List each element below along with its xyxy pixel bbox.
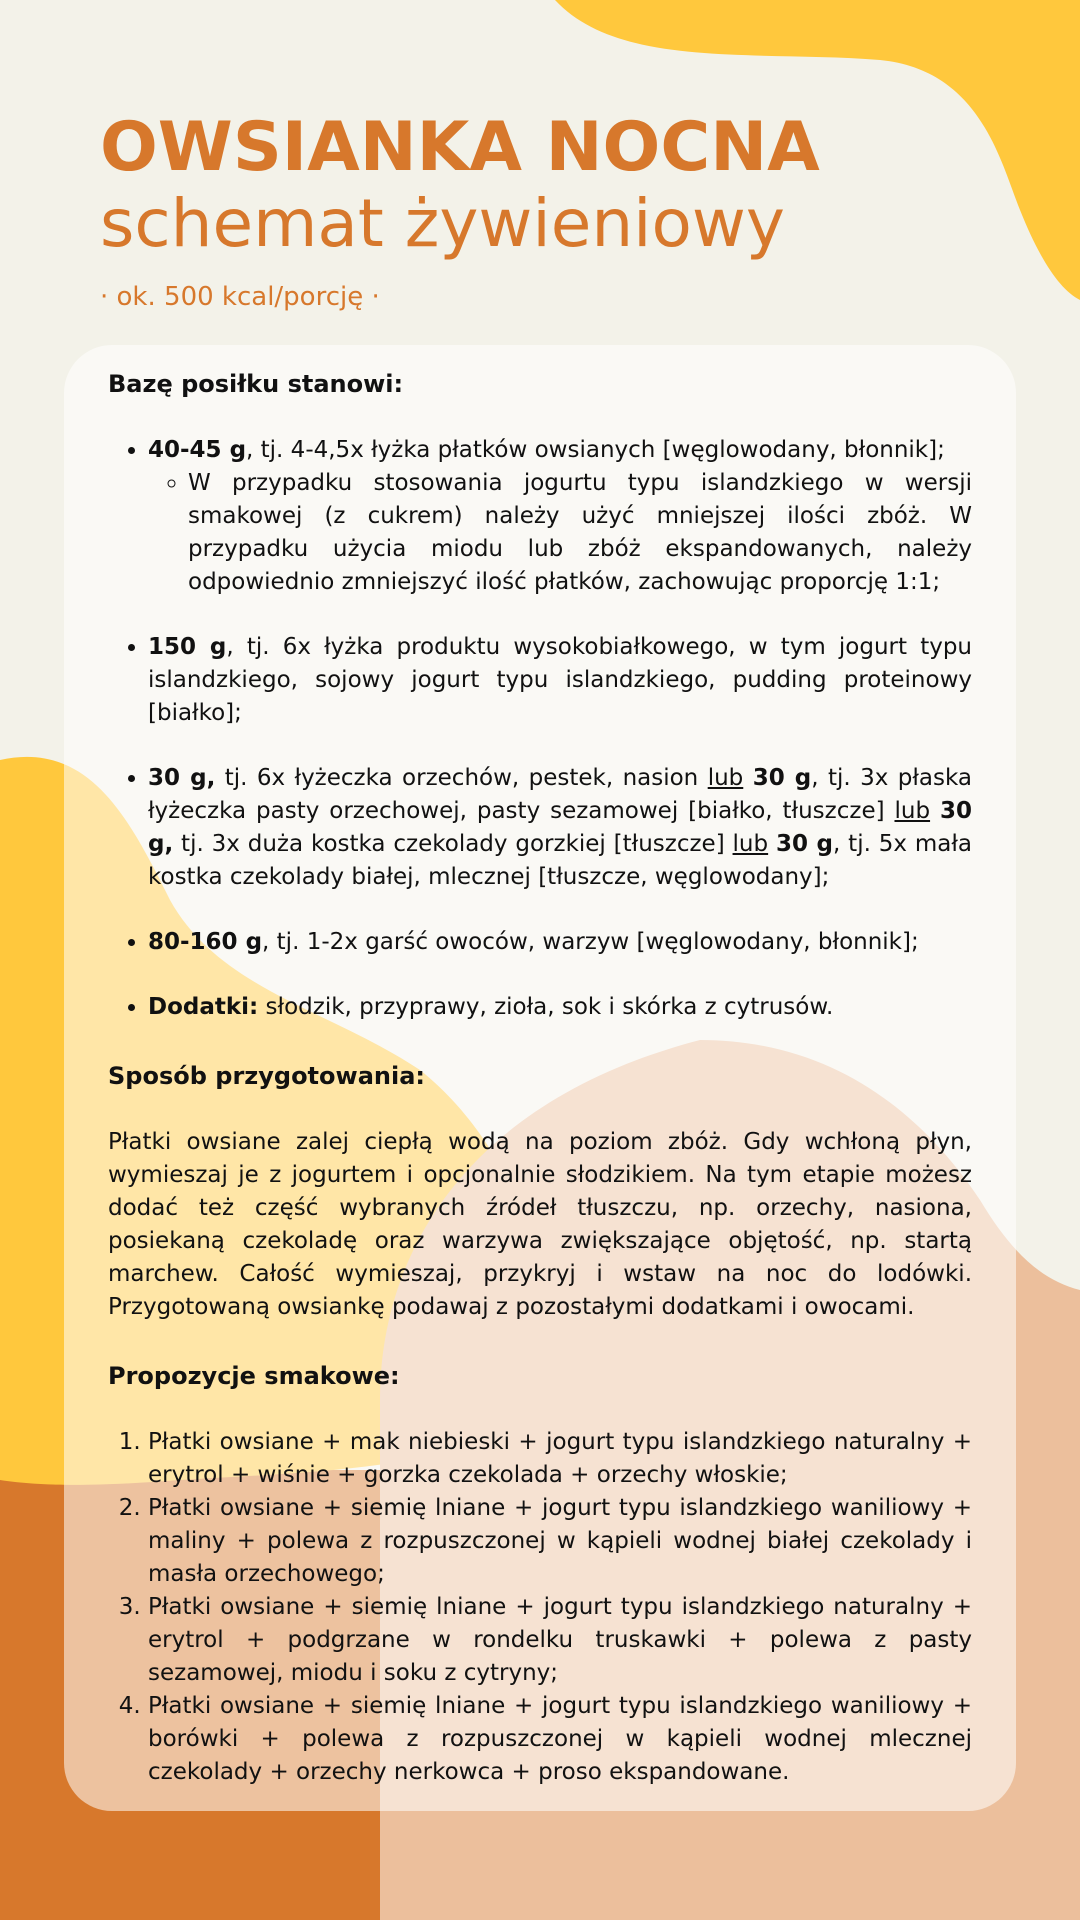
or-word: lub [894, 798, 931, 824]
flavor-item: 3. Płatki owsiane + siemię lniane + jogurt typu islandzkiego naturalny + erytrol + podgrzane w rondelku truskawki + polewa z pasty sezamowej, miodu i soku z cytryny; [148, 1591, 972, 1690]
item-text: tj. 6x łyżeczka orzechów, pestek, nasion [215, 765, 708, 791]
sub-list-item: ◦ W przypadku stosowania jogurtu typu islandzkiego w wersji smakowej (z cukrem) należy użyć mniejszej ilości zbóż. W przypadku użycia miodu lub zbóż ekspandowanych, należy odpowiednio zmniejszyć ilość płatków, zachowując proporcję 1:1; [188, 467, 972, 599]
page-title: OWSIANKA NOCNA [100, 108, 820, 187]
recipe-content [108, 362, 972, 1789]
item-text: , tj. 6x łyżka produktu wysokobiałkowego, w tym jogurt typu islandzkiego, sojowy jogurt typu islandzkiego, pudding proteinowy [białko]; [148, 634, 973, 726]
sub-list [148, 467, 972, 599]
method-text: Płatki owsiane zalej ciepłą wodą na poziom zbóż. Gdy wchłoną płyn, wymieszaj je z jogurtem i opcjonalnie słodzikiem. Na tym etapie możesz dodać też część wybranych źródeł tłuszczu, np. orzechy, nasiona, posiekaną czekoladę oraz warzywa zwiększające objętość, np. startą marchew. Całość wymieszaj, przykryj i wstaw na noc do lodówki. Przygotowaną owsiankę podawaj z pozostałymi dodatkami i owocami. [108, 1129, 972, 1320]
additions-label: Dodatki: [148, 994, 259, 1020]
amount: 30 g [752, 765, 812, 791]
amount: 40-45 g [148, 437, 247, 463]
calorie-note: · ok. 500 kcal/porcję · [100, 282, 380, 312]
or-word: lub [707, 765, 744, 791]
page-subtitle: schemat żywieniowy [100, 185, 785, 262]
list-item [148, 991, 972, 1024]
header [100, 108, 820, 312]
flavor-item: 1. Płatki owsiane + mak niebieski + jogurt typu islandzkiego naturalny + erytrol + wiśnie + gorzka czekolada + orzechy włoskie; [148, 1426, 972, 1492]
amount: 30 g, [148, 765, 216, 791]
item-text: , tj. 3x płaska łyżeczka pasty orzechowej, pasty sezamowej [białko, tłuszcze] [148, 765, 973, 824]
or-word: lub [732, 831, 769, 857]
flavor-item: 4. Płatki owsiane + siemię lniane + jogurt typu islandzkiego waniliowy + borówki + polewa z rozpuszczonej w kąpieli wodnej mlecznej czekolady + orzechy nerkowca + proso ekspandowane. [148, 1690, 972, 1789]
item-text: słodzik, przyprawy, zioła, sok i skórka z cytrusów. [258, 994, 834, 1020]
list-item [148, 631, 972, 730]
amount: 30 g, [148, 798, 972, 857]
item-text: tj. 3x duża kostka czekolady gorzkiej [tłuszcze] [173, 831, 733, 857]
base-list [108, 434, 972, 1024]
list-item [148, 434, 972, 599]
base-heading: Bazę posiłku stanowi: [108, 370, 404, 398]
item-text: , tj. 4-4,5x łyżka płatków owsianych [węglowodany, błonnik]; [246, 437, 945, 463]
flavor-item: 2. Płatki owsiane + siemię lniane + jogurt typu islandzkiego waniliowy + maliny + polewa z rozpuszczonej w kąpieli wodnej białej czekolady i masła orzechowego; [148, 1492, 972, 1591]
list-item [148, 762, 972, 894]
flavors-list [108, 1426, 972, 1789]
flavors-heading: Propozycje smakowe: [108, 1362, 400, 1390]
item-text: , tj. 1-2x garść owoców, warzyw [węglowodany, błonnik]; [262, 929, 919, 955]
amount: 80-160 g [148, 929, 263, 955]
method-heading: Sposób przygotowania: [108, 1062, 425, 1090]
item-text: , tj. 5x mała kostka czekolady białej, mlecznej [tłuszcze, węglowodany]; [148, 831, 972, 890]
amount: 150 g [148, 634, 227, 660]
amount: 30 g [775, 831, 834, 857]
list-item [148, 926, 972, 959]
